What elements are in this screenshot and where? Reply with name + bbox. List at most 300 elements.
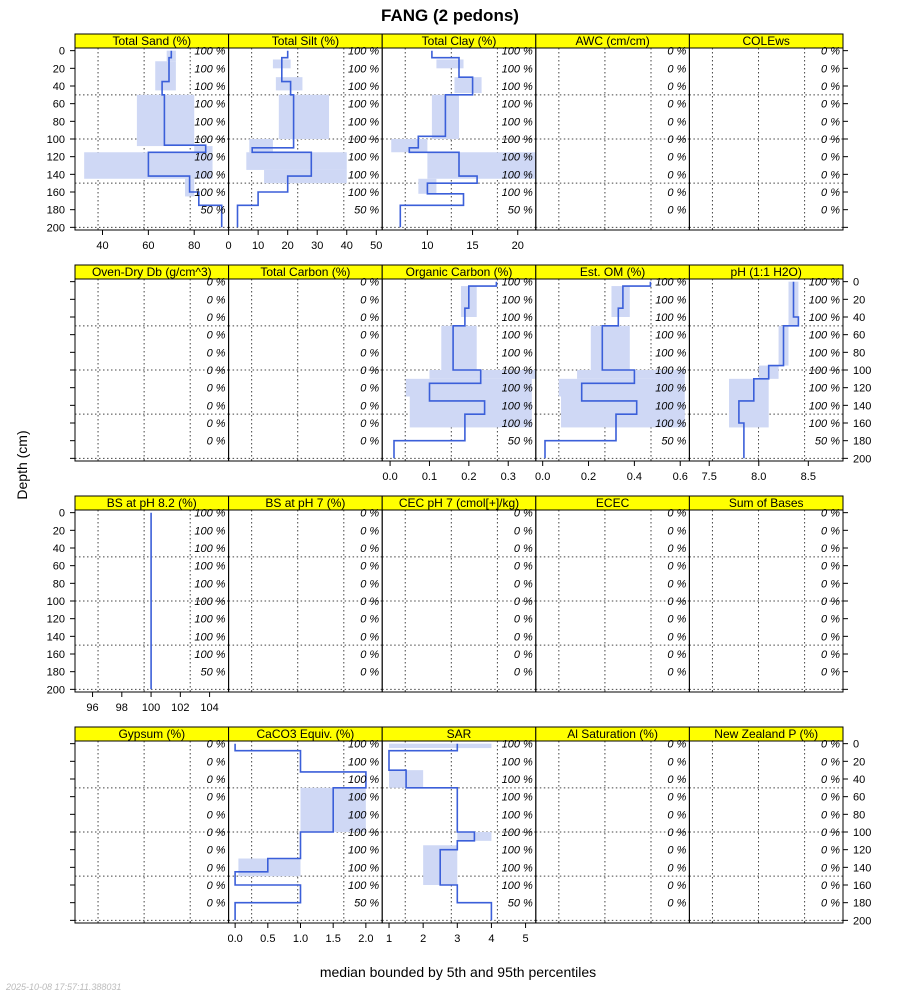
coverage-label: 100 % (501, 862, 533, 875)
coverage-label: 0 % (513, 560, 533, 573)
coverage-label: 100 % (347, 169, 380, 182)
coverage-label: 0 % (821, 773, 840, 786)
panel-label: Oven-Dry Db (g/cm^3) (91, 265, 212, 279)
coverage-label: 0 % (821, 809, 840, 822)
depth-tick-label: 60 (853, 329, 866, 342)
depth-tick-label: 200 (853, 453, 872, 466)
coverage-label: 0 % (206, 400, 226, 413)
coverage-label: 0 % (360, 507, 380, 520)
coverage-label: 100 % (194, 649, 226, 662)
x-tick-label: 100 (141, 702, 161, 714)
depth-tick-label: 40 (853, 773, 866, 786)
coverage-label: 50 % (200, 204, 226, 217)
coverage-label: 100 % (347, 773, 380, 786)
coverage-label: 100 % (501, 80, 533, 93)
coverage-label: 100 % (655, 418, 687, 431)
coverage-label: 0 % (360, 578, 380, 591)
coverage-label: 100 % (501, 365, 533, 377)
percentile-band (389, 744, 491, 748)
percentile-band (246, 152, 346, 170)
x-tick-label: 0.5 (260, 933, 276, 945)
coverage-label: 0 % (360, 666, 380, 679)
depth-tick-label: 40 (52, 542, 65, 555)
grid-lines (689, 738, 843, 923)
coverage-label: 0 % (667, 80, 687, 93)
percentile-band (591, 326, 630, 370)
panel (382, 496, 536, 692)
panel-grid (47, 34, 872, 945)
x-tick-label: 5 (522, 933, 529, 945)
panel-label: SAR (446, 727, 472, 741)
panel (536, 34, 690, 230)
coverage-label: 100 % (194, 613, 226, 626)
panel-label: Total Carbon (%) (260, 265, 351, 279)
depth-tick-label: 140 (853, 400, 872, 413)
depth-tick-label: 80 (52, 578, 65, 591)
coverage-label: 0 % (667, 98, 687, 111)
coverage-label: 0 % (821, 187, 840, 200)
coverage-label: 100 % (808, 418, 840, 431)
percentile-band (238, 859, 300, 877)
coverage-label: 0 % (667, 666, 687, 679)
depth-tick-label: 180 (46, 204, 65, 217)
coverage-label: 0 % (513, 507, 533, 520)
x-tick-label: 3 (454, 933, 461, 945)
coverage-label: 100 % (501, 809, 533, 822)
depth-tick-label: 160 (853, 418, 872, 431)
coverage-label: 100 % (655, 329, 687, 342)
coverage-label: 100 % (501, 45, 533, 58)
coverage-label: 0 % (667, 827, 687, 839)
coverage-label: 0 % (667, 45, 687, 58)
coverage-label: 0 % (206, 365, 226, 377)
coverage-label: 0 % (667, 187, 687, 200)
depth-tick-label: 0 (853, 738, 860, 751)
panel (229, 727, 383, 923)
coverage-label: 100 % (347, 63, 380, 76)
depth-tick-label: 160 (46, 649, 65, 662)
depth-tick-label: 180 (46, 666, 65, 679)
coverage-label: 0 % (821, 596, 840, 608)
x-tick-label: 0.1 (421, 471, 438, 483)
coverage-label: 0 % (360, 294, 380, 307)
x-tick-label: 0.0 (382, 471, 398, 483)
coverage-label: 100 % (194, 63, 226, 76)
percentile-band (137, 95, 194, 146)
grid-lines (536, 45, 690, 230)
coverage-label: 0 % (667, 63, 687, 76)
coverage-label: 0 % (821, 880, 840, 893)
panel (75, 496, 229, 692)
panel (382, 265, 536, 461)
depth-tick-label: 40 (853, 311, 866, 324)
coverage-label: 100 % (501, 880, 533, 893)
coverage-label: 100 % (194, 507, 226, 520)
x-tick-label: 1 (385, 933, 393, 945)
depth-tick-label: 200 (46, 222, 65, 235)
panel-label: pH (1:1 H2O) (730, 265, 802, 279)
panel-row (70, 727, 871, 945)
coverage-label: 100 % (501, 63, 533, 76)
timestamp: 2025-10-08 17:57:11.388031 (6, 982, 122, 992)
depth-tick-label: 0 (58, 507, 65, 520)
coverage-label: 100 % (501, 116, 533, 129)
coverage-label: 0 % (821, 80, 840, 93)
coverage-label: 0 % (667, 525, 687, 538)
coverage-label: 0 % (821, 560, 840, 573)
coverage-label: 0 % (206, 418, 226, 431)
depth-tick-label: 20 (52, 525, 65, 538)
x-tick-label: 102 (171, 702, 190, 714)
coverage-label: 0 % (667, 649, 687, 662)
x-tick-label: 2 (420, 933, 427, 945)
coverage-label: 0 % (821, 45, 840, 58)
coverage-label: 100 % (194, 631, 226, 644)
coverage-label: 50 % (507, 204, 533, 217)
coverage-label: 0 % (513, 613, 533, 626)
coverage-label: 0 % (821, 542, 840, 555)
depth-tick-label: 80 (52, 116, 65, 129)
panel (382, 34, 536, 230)
coverage-label: 100 % (194, 134, 226, 146)
panel-row (47, 34, 848, 252)
coverage-label: 100 % (501, 418, 533, 431)
depth-tick-label: 140 (46, 169, 65, 182)
coverage-label: 0 % (667, 631, 687, 644)
percentile-band (155, 61, 176, 90)
coverage-label: 100 % (501, 276, 533, 289)
grid-lines (75, 738, 229, 923)
coverage-label: 100 % (808, 294, 840, 307)
x-tick-label: 20 (281, 240, 294, 252)
depth-tick-label: 120 (853, 382, 872, 395)
coverage-label: 0 % (360, 311, 380, 324)
panel (382, 727, 536, 923)
chart-title: FANG (2 pedons) (381, 6, 519, 25)
coverage-label: 100 % (655, 400, 687, 413)
coverage-label: 100 % (501, 187, 533, 200)
coverage-label: 100 % (655, 382, 687, 395)
coverage-label: 0 % (206, 347, 226, 360)
coverage-label: 100 % (347, 134, 380, 146)
coverage-label: 100 % (808, 365, 840, 377)
x-tick-label: 20 (511, 240, 524, 252)
coverage-label: 100 % (501, 844, 533, 857)
coverage-label: 0 % (206, 756, 226, 769)
coverage-label: 100 % (808, 382, 840, 395)
x-tick-label: 0.2 (461, 471, 477, 483)
coverage-label: 0 % (821, 578, 840, 591)
coverage-label: 100 % (655, 294, 687, 307)
coverage-label: 50 % (354, 204, 380, 217)
panel (689, 727, 843, 923)
depth-tick-label: 200 (853, 915, 872, 928)
coverage-label: 0 % (667, 542, 687, 555)
depth-tick-label: 0 (853, 276, 860, 289)
coverage-label: 0 % (513, 631, 533, 644)
panel-row (70, 265, 871, 483)
coverage-label: 0 % (360, 400, 380, 413)
coverage-label: 100 % (194, 578, 226, 591)
panel (536, 265, 690, 461)
coverage-label: 100 % (347, 756, 380, 769)
x-tick-label: 4 (488, 933, 495, 945)
grid-lines (382, 507, 536, 692)
panel (229, 265, 383, 461)
coverage-label: 100 % (347, 827, 380, 839)
coverage-label: 0 % (360, 418, 380, 431)
coverage-label: 0 % (513, 525, 533, 538)
coverage-label: 100 % (347, 80, 380, 93)
percentile-band (441, 326, 476, 370)
coverage-label: 0 % (206, 773, 226, 786)
coverage-label: 100 % (501, 756, 533, 769)
panel (689, 496, 843, 692)
coverage-label: 0 % (206, 809, 226, 822)
coverage-label: 0 % (206, 382, 226, 395)
coverage-label: 100 % (347, 809, 380, 822)
panel-label: Al Saturation (%) (567, 727, 658, 741)
coverage-label: 0 % (360, 329, 380, 342)
panel-label: ECEC (595, 496, 630, 510)
panel-label: CaCO3 Equiv. (%) (256, 727, 355, 741)
grid-lines (536, 507, 690, 692)
coverage-label: 0 % (821, 98, 840, 111)
coverage-label: 0 % (206, 880, 226, 893)
depth-tick-label: 160 (853, 880, 872, 893)
coverage-label: 100 % (808, 311, 840, 324)
coverage-label: 100 % (501, 151, 533, 164)
coverage-label: 100 % (194, 560, 226, 573)
depth-tick-label: 0 (58, 45, 65, 58)
x-axis-title: median bounded by 5th and 95th percentiles (319, 964, 597, 980)
depth-tick-label: 80 (853, 809, 866, 822)
coverage-label: 0 % (667, 578, 687, 591)
coverage-label: 0 % (667, 560, 687, 573)
panel-label: Organic Carbon (%) (405, 265, 513, 279)
coverage-label: 0 % (821, 63, 840, 76)
depth-tick-label: 100 (46, 134, 65, 146)
coverage-label: 100 % (347, 151, 380, 164)
panel (75, 265, 229, 461)
coverage-label: 0 % (513, 596, 533, 608)
x-tick-label: 0.6 (672, 471, 688, 483)
coverage-label: 100 % (501, 400, 533, 413)
panel (689, 265, 843, 461)
depth-tick-label: 20 (853, 294, 866, 307)
coverage-label: 100 % (808, 347, 840, 360)
coverage-label: 0 % (821, 862, 840, 875)
coverage-label: 0 % (360, 542, 380, 555)
grid-lines (229, 507, 383, 692)
coverage-label: 0 % (821, 204, 840, 217)
coverage-label: 100 % (655, 347, 687, 360)
coverage-label: 0 % (821, 649, 840, 662)
x-tick-label: 104 (200, 702, 219, 714)
percentile-band (454, 77, 481, 93)
coverage-label: 0 % (360, 276, 380, 289)
x-tick-label: 10 (252, 240, 265, 252)
coverage-label: 0 % (821, 613, 840, 626)
coverage-label: 0 % (667, 613, 687, 626)
coverage-label: 0 % (667, 862, 687, 875)
coverage-label: 100 % (501, 347, 533, 360)
coverage-label: 0 % (667, 791, 687, 804)
grid-lines (229, 276, 383, 461)
depth-tick-label: 120 (46, 613, 65, 626)
coverage-label: 50 % (661, 435, 687, 448)
depth-tick-label: 180 (853, 897, 872, 910)
coverage-label: 100 % (501, 98, 533, 111)
coverage-label: 100 % (808, 400, 840, 413)
coverage-label: 50 % (507, 897, 533, 910)
panel-label: AWC (cm/cm) (575, 34, 650, 48)
coverage-label: 0 % (821, 738, 840, 751)
x-tick-label: 0.0 (227, 933, 243, 945)
percentile-band (276, 77, 303, 90)
coverage-label: 0 % (513, 666, 533, 679)
depth-tick-label: 140 (46, 631, 65, 644)
x-tick-label: 0.2 (580, 471, 597, 483)
coverage-label: 0 % (821, 844, 840, 857)
coverage-label: 0 % (206, 791, 226, 804)
panel-label: Total Silt (%) (271, 34, 340, 48)
coverage-label: 0 % (360, 365, 380, 377)
depth-tick-label: 100 (853, 365, 872, 377)
x-tick-label: 0.3 (500, 471, 516, 483)
coverage-label: 0 % (360, 382, 380, 395)
coverage-label: 100 % (501, 382, 533, 395)
coverage-label: 0 % (206, 897, 226, 910)
coverage-label: 0 % (667, 809, 687, 822)
x-tick-label: 98 (115, 702, 128, 714)
coverage-label: 0 % (667, 844, 687, 857)
percentile-band (279, 95, 329, 139)
coverage-label: 0 % (513, 542, 533, 555)
x-tick-label: 0.0 (535, 471, 551, 483)
coverage-label: 100 % (347, 116, 380, 129)
depth-tick-label: 60 (52, 98, 65, 111)
coverage-label: 100 % (347, 791, 380, 804)
depth-tick-label: 160 (46, 187, 65, 200)
coverage-label: 100 % (808, 329, 840, 342)
panel-label: BS at pH 7 (%) (265, 496, 346, 510)
coverage-label: 0 % (821, 134, 840, 146)
depth-tick-label: 120 (46, 151, 65, 164)
grid-lines (689, 507, 843, 692)
coverage-label: 0 % (667, 169, 687, 182)
x-tick-label: 15 (466, 240, 479, 252)
coverage-label: 0 % (821, 791, 840, 804)
coverage-label: 50 % (200, 666, 226, 679)
x-tick-label: 50 (370, 240, 383, 252)
coverage-label: 0 % (821, 827, 840, 839)
coverage-label: 50 % (354, 897, 380, 910)
coverage-label: 100 % (655, 276, 687, 289)
coverage-label: 100 % (347, 187, 380, 200)
coverage-label: 0 % (206, 827, 226, 839)
depth-tick-label: 20 (52, 63, 65, 76)
depth-tick-label: 20 (853, 756, 866, 769)
coverage-label: 100 % (347, 880, 380, 893)
x-tick-label: 8.5 (800, 471, 816, 483)
coverage-label: 0 % (667, 756, 687, 769)
coverage-label: 0 % (821, 666, 840, 679)
depth-tick-label: 100 (853, 827, 872, 839)
coverage-label: 0 % (667, 897, 687, 910)
coverage-label: 100 % (655, 311, 687, 324)
depth-tick-label: 180 (853, 435, 872, 448)
coverage-label: 100 % (347, 45, 380, 58)
grid-lines (536, 738, 690, 923)
panel (536, 727, 690, 923)
coverage-label: 100 % (194, 596, 226, 608)
coverage-label: 100 % (655, 365, 687, 377)
x-tick-label: 8.0 (751, 471, 767, 483)
depth-tick-label: 80 (853, 347, 866, 360)
depth-tick-label: 120 (853, 844, 872, 857)
x-tick-label: 80 (188, 240, 201, 252)
coverage-label: 0 % (206, 276, 226, 289)
coverage-label: 0 % (667, 116, 687, 129)
x-tick-label: 0 (225, 240, 232, 252)
depth-tick-label: 100 (46, 596, 65, 608)
coverage-label: 0 % (821, 756, 840, 769)
coverage-label: 0 % (360, 596, 380, 608)
coverage-label: 100 % (501, 169, 533, 182)
coverage-label: 0 % (360, 435, 380, 448)
coverage-label: 0 % (206, 311, 226, 324)
coverage-label: 100 % (194, 169, 226, 182)
x-tick-label: 1.5 (325, 933, 341, 945)
coverage-label: 100 % (347, 862, 380, 875)
coverage-label: 0 % (206, 738, 226, 751)
percentile-band (611, 286, 629, 317)
coverage-label: 0 % (360, 560, 380, 573)
coverage-label: 100 % (501, 329, 533, 342)
coverage-label: 0 % (360, 613, 380, 626)
panel-label: Total Clay (%) (421, 34, 497, 48)
coverage-label: 100 % (194, 45, 226, 58)
coverage-label: 0 % (513, 649, 533, 662)
x-tick-label: 60 (142, 240, 155, 252)
x-tick-label: 96 (86, 702, 99, 714)
panel-row (47, 496, 848, 714)
depth-tick-label: 40 (52, 80, 65, 93)
coverage-label: 100 % (501, 294, 533, 307)
depth-tick-label: 60 (52, 560, 65, 573)
x-tick-label: 0.4 (626, 471, 643, 483)
coverage-label: 50 % (814, 435, 840, 448)
coverage-label: 100 % (194, 80, 226, 93)
x-tick-label: 10 (421, 240, 434, 252)
coverage-label: 0 % (667, 507, 687, 520)
x-tick-label: 40 (96, 240, 109, 252)
coverage-label: 100 % (501, 791, 533, 804)
panel-label: Gypsum (%) (118, 727, 186, 741)
x-tick-label: 7.5 (701, 471, 717, 483)
coverage-label: 0 % (821, 151, 840, 164)
coverage-label: 100 % (501, 134, 533, 146)
coverage-label: 0 % (821, 169, 840, 182)
panel-label: New Zealand P (%) (714, 727, 819, 741)
percentile-band (729, 379, 769, 428)
coverage-label: 0 % (667, 151, 687, 164)
coverage-label: 100 % (194, 116, 226, 129)
grid-lines (75, 276, 229, 461)
panel-label: CEC pH 7 (cmol[+]/kg) (398, 496, 520, 510)
panel (75, 34, 229, 230)
